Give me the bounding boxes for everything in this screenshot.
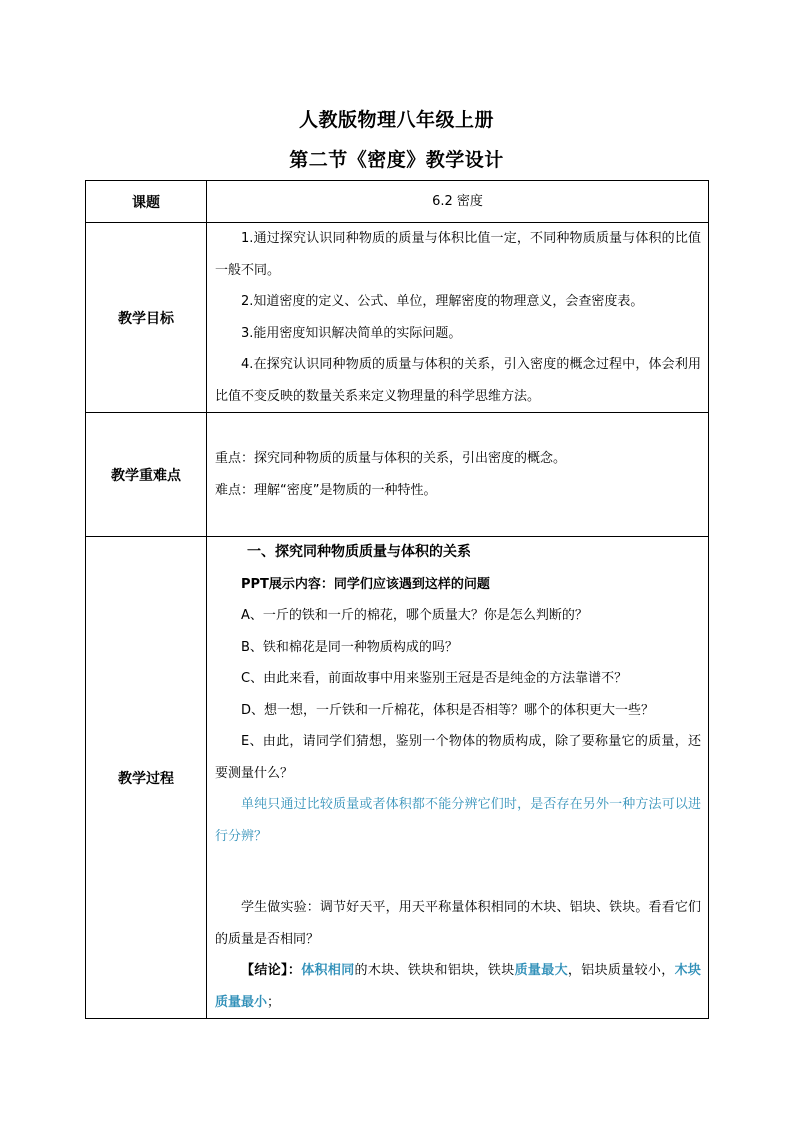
goal-item: 1.通过探究认识同种物质的质量与体积比值一定，不同种物质质量与体积的比值一般不同。 xyxy=(215,231,701,278)
question-item: A、一斤的铁和一斤的棉花，哪个质量大？你是怎么判断的？ xyxy=(241,608,588,623)
key-point-text: 重点：探究同种物质的质量与体积的关系，引出密度的概念。 xyxy=(215,451,567,466)
question-item: E、由此，请同学们猜想，鉴别一个物体的物质构成，除了要称量它的质量，还要测量什么？ xyxy=(215,734,701,781)
ppt-heading: PPT展示内容：同学们应该遇到这样的问题 xyxy=(241,576,490,592)
conclusion-label: 【结论】： xyxy=(241,963,302,978)
process-label: 教学过程 xyxy=(86,537,207,1019)
blank-spacer xyxy=(207,852,708,892)
document-title: 人教版物理八年级上册 xyxy=(298,109,494,131)
table-row-key-points xyxy=(86,413,709,537)
conclusion xyxy=(207,955,708,1018)
key-points-label: 教学重难点 xyxy=(86,413,207,537)
goals-label: 教学目标 xyxy=(86,223,207,413)
question-item: D、想一想，一斤铁和一斤棉花，体积是否相等？哪个的体积更大一些？ xyxy=(241,702,655,718)
conclusion-highlight: 木块质量最小 xyxy=(215,963,701,1010)
table-row-goals xyxy=(86,223,709,413)
goals-content xyxy=(207,223,709,413)
table-row-process xyxy=(86,537,709,1019)
key-points-content xyxy=(207,413,709,537)
table-row-topic xyxy=(86,181,709,223)
topic-label: 课题 xyxy=(86,181,207,223)
conclusion-text: ，铝块质量较小， xyxy=(567,963,675,978)
lesson-plan-table xyxy=(85,180,709,1019)
conclusion-text: 的木块、铁块和铝块，铁块 xyxy=(354,963,515,978)
section-title: 一、探究同种物质质量与体积的关系 xyxy=(247,544,471,560)
process-content xyxy=(207,537,709,1019)
conclusion-text: ； xyxy=(267,994,281,1010)
difficulty-text: 难点：理解“密度”是物质的一种特性。 xyxy=(215,482,437,498)
question-item: C、由此来看，前面故事中用来鉴别王冠是否是纯金的方法靠谱不？ xyxy=(241,671,628,686)
conclusion-highlight: 质量最大 xyxy=(514,963,568,978)
goal-item: 3.能用密度知识解决简单的实际问题。 xyxy=(241,325,462,341)
document-subtitle: 第二节《密度》教学设计 xyxy=(289,149,504,171)
goal-item: 4.在探究认识同种物质的质量与体积的关系，引入密度的概念过程中，体会利用比值不变反映的数量关系来定义物理量的科学思维方法。 xyxy=(215,357,701,404)
experiment-text: 学生做实验：调节好天平，用天平称量体积相同的木块、铝块、铁块。看看它们的质量是否相同？ xyxy=(215,900,701,947)
conclusion-highlight: 体积相同 xyxy=(301,963,355,978)
highlight-question: 单纯只通过比较质量或者体积都不能分辨它们时，是否存在另外一种方法可以进行分辨？ xyxy=(215,797,701,844)
topic-value: 6.2 密度 xyxy=(207,181,709,223)
goal-item: 2.知道密度的定义、公式、单位，理解密度的物理意义，会查密度表。 xyxy=(241,294,644,309)
question-item: B、铁和棉花是同一种物质构成的吗？ xyxy=(241,639,458,655)
